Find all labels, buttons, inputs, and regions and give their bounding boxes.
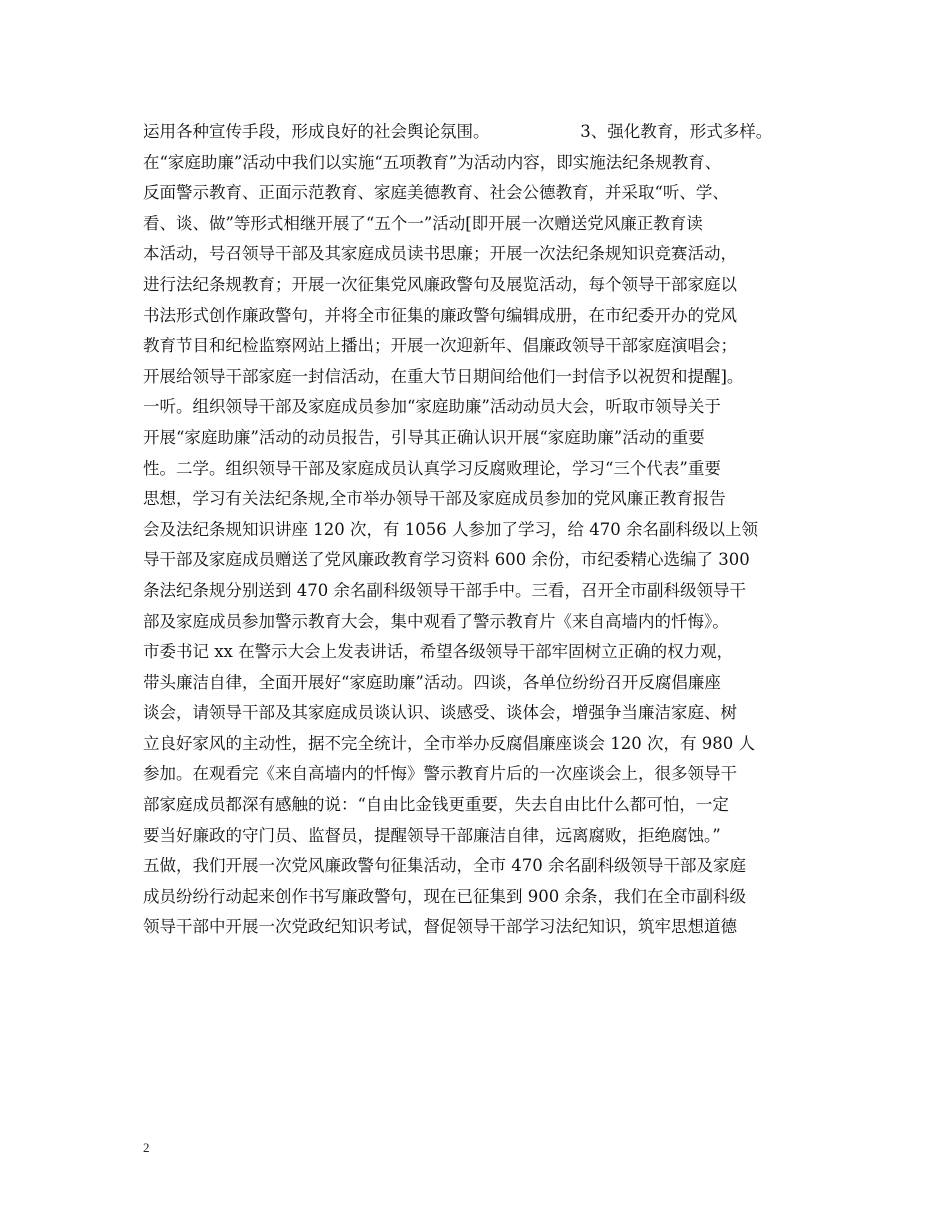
page-number: 2 (143, 1140, 150, 1155)
text-line: 市委书记 xx 在警示大会上发表讲话，希望各级领导干部牢固树立正确的权力观， (143, 642, 734, 662)
document-body (143, 117, 833, 943)
text-line: 部家庭成员都深有感触的说：“自由比金钱更重要，失去自由比什么都可怕，一定 (143, 795, 729, 815)
text-line: 本活动，号召领导干部及其家庭成员读书思廉；开展一次法纪条规知识竞赛活动， (143, 244, 737, 264)
text-line: 教育节目和纪检监察网站上播出；开展一次迎新年、倡廉政领导干部家庭演唱会； (143, 336, 737, 356)
text-line: 领导干部中开展一次党政纪知识考试，督促领导干部学习法纪知识，筑牢思想道德 (143, 917, 737, 937)
text-line: 进行法纪条规教育；开展一次征集党风廉政警句及展览活动，每个领导干部家庭以 (143, 274, 737, 294)
text-line: 立良好家风的主动性，据不完全统计，全市举办反腐倡廉座谈会 120 次，有 980 人 (143, 733, 755, 753)
text-line: 看、谈、做”等形式相继开展了“五个一”活动[即开展一次赠送党风廉正教育读 (143, 213, 703, 233)
text-line: 部及家庭成员参加警示教育大会，集中观看了警示教育片《来自高墙内的忏悔》。 (143, 611, 729, 631)
text-line: 书法形式创作廉政警句，并将全市征集的廉政警句编辑成册，在市纪委开办的党风 (143, 305, 737, 325)
text-line: 导干部及家庭成员赠送了党风廉政教育学习资料 600 余份，市纪委精心选编了 300 (143, 550, 750, 570)
text-line: 参加。在观看完《来自高墙内的忏悔》警示教育片后的一次座谈会上，很多领导干 (143, 764, 737, 784)
text-line: 思想，学习有关法纪条规,全市举办领导干部及家庭成员参加的党风廉正教育报告 (143, 489, 726, 509)
text-line: 条法纪条规分别送到 470 余名副科级领导干部手中。三看，召开全市副科级领导干 (143, 580, 746, 600)
text-line: 开展“家庭助廉”活动的动员报告，引导其正确认识开展“家庭助廉”活动的重要 (143, 427, 705, 447)
text-line: 反面警示教育、正面示范教育、家庭美德教育、社会公德教育，并采取“听、学、 (143, 183, 729, 203)
text-line: 会及法纪条规知识讲座 120 次，有 1056 人参加了学习，给 470 余名副科级以上领 (143, 519, 758, 539)
text-line: 开展给领导干部家庭一封信活动，在重大节日期间给他们一封信予以祝贺和提醒]。 (143, 366, 744, 386)
text-line: 五做，我们开展一次党风廉政警句征集活动，全市 470 余名副科级领导干部及家庭 (143, 856, 746, 876)
text-line: 在“家庭助廉”活动中我们以实施“五项教育”为活动内容，即实施法纪条规教育、 (143, 152, 722, 172)
text-line: 带头廉洁自律，全面开展好“家庭助廉”活动。四谈，各单位纷纷召开反腐倡廉座 (143, 672, 721, 692)
text-line: 要当好廉政的守门员、监督员，提醒领导干部廉洁自律，远离腐败，拒绝腐蚀。” (143, 825, 721, 845)
text-line: 运用各种宣传手段，形成良好的社会舆论氛围。 3、强化教育，形式多样。 (143, 122, 773, 141)
text-line: 一听。组织领导干部及家庭成员参加“家庭助廉”活动动员大会，听取市领导关于 (143, 397, 721, 417)
text-line: 性。二学。组织领导干部及家庭成员认真学习反腐败理论，学习“三个代表”重要 (143, 458, 721, 478)
text-line: 谈会，请领导干部及其家庭成员谈认识、谈感受、谈体会，增强争当廉洁家庭、树 (143, 703, 737, 723)
text-line: 成员纷纷行动起来创作书写廉政警句，现在已征集到 900 余条，我们在全市副科级 (143, 886, 746, 906)
